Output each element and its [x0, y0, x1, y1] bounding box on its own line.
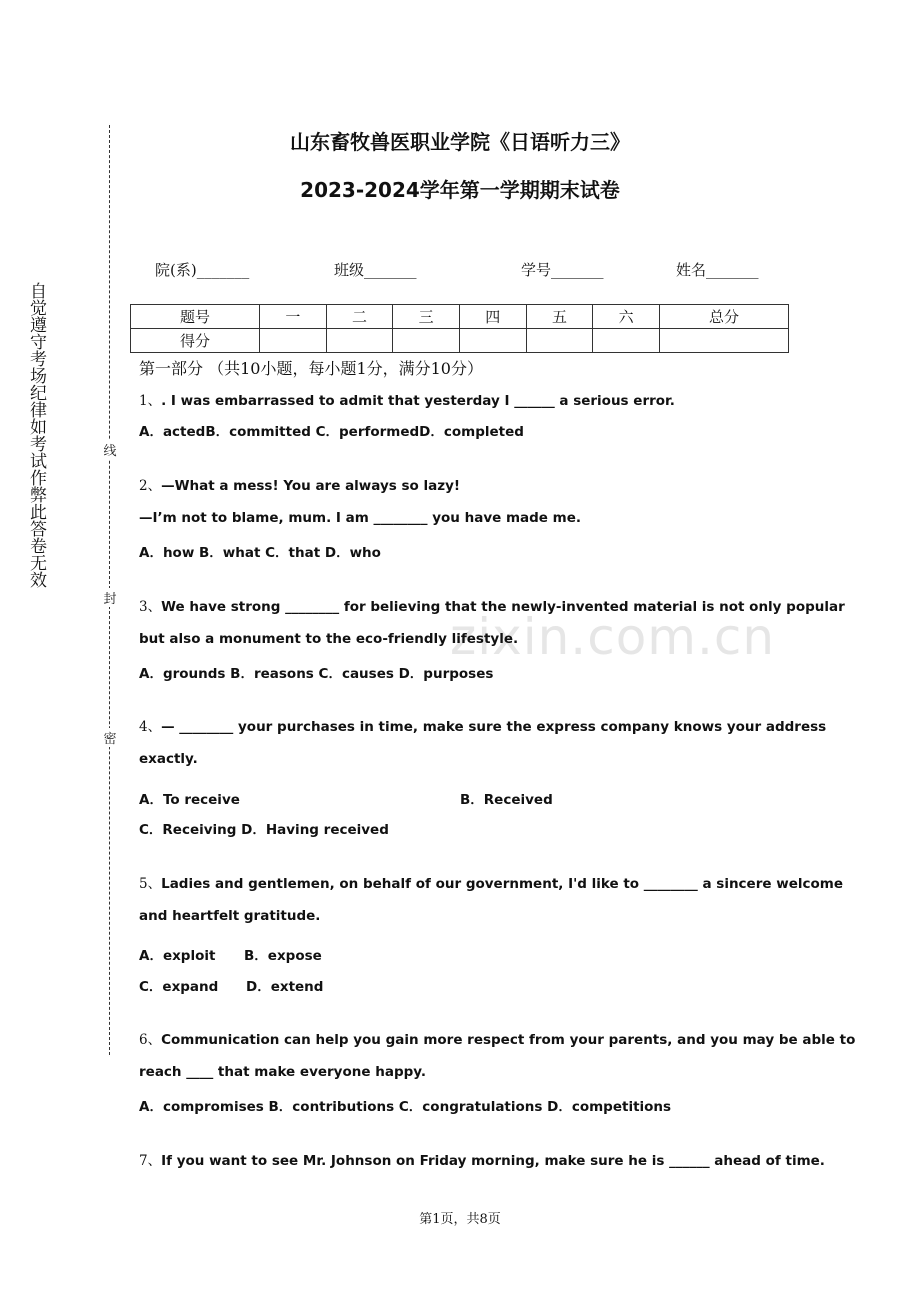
score-table	[130, 304, 789, 353]
header-cell: 四	[459, 305, 526, 329]
header-cell: 总分	[659, 305, 788, 329]
score-cell[interactable]	[526, 329, 593, 353]
score-cell[interactable]	[393, 329, 460, 353]
page-footer: 第1页，共8页	[419, 1212, 501, 1227]
score-cell[interactable]	[593, 329, 660, 353]
score-cell[interactable]	[326, 329, 393, 353]
side-mark-secret: 密	[101, 728, 119, 747]
question-number: 6、	[139, 1032, 162, 1048]
vertical-notice: 自觉遵守考场纪律如考试作弊此答卷无效	[26, 282, 46, 588]
question-number: 5、	[139, 876, 162, 892]
question-1	[139, 389, 675, 409]
side-mark-line: 线	[101, 440, 119, 459]
question-3-options: A．grounds B．reasons C．causes D．purposes	[139, 666, 494, 682]
question-6-options: A．compromises B．contributions C．congratulations D．competitions	[139, 1099, 672, 1115]
question-4-line2: exactly.	[139, 751, 198, 767]
question-4-option-a: A．To receive	[139, 792, 240, 808]
question-6-line2: reach ____ that make everyone happy.	[139, 1064, 426, 1080]
score-cell[interactable]	[260, 329, 327, 353]
question-5-option-b: B．expose	[244, 948, 322, 964]
question-number: 7、	[139, 1153, 162, 1169]
question-text: We have strong ________ for believing that the newly-invented material is not only popular	[161, 599, 845, 615]
question-text: — ________ your purchases in time, make sure the express company knows your address	[161, 719, 827, 735]
question-2-line2: —I’m not to blame, mum. I am ________ you have made me.	[139, 510, 582, 526]
score-table-header-row	[131, 305, 789, 329]
question-4	[139, 715, 826, 735]
question-text: —What a mess! You are always so lazy!	[161, 478, 461, 494]
header-cell: 五	[526, 305, 593, 329]
question-4-options: C．Receiving D．Having received	[139, 822, 389, 838]
question-number: 1、	[139, 393, 162, 409]
exam-title-line1: 山东畜牧兽医职业学院《日语听力三》	[290, 130, 630, 154]
score-cell[interactable]	[659, 329, 788, 353]
question-5-option-d: D．extend	[246, 979, 324, 995]
question-number: 4、	[139, 719, 162, 735]
question-5-option-c: C．expand	[139, 979, 219, 995]
header-cell: 三	[393, 305, 460, 329]
question-1-options: A．actedB．committed C．performedD．completed	[139, 424, 524, 440]
question-2-options: A．how B．what C．that D．who	[139, 545, 381, 561]
question-text: . I was embarrassed to admit that yesterday I ______ a serious error.	[161, 393, 675, 409]
question-2	[139, 474, 460, 494]
question-5-option-a: A．exploit	[139, 948, 216, 964]
score-row-label: 得分	[131, 329, 260, 353]
watermark: zixin.com.cn	[450, 608, 776, 666]
question-7	[139, 1149, 825, 1169]
question-6	[139, 1028, 855, 1048]
name-field[interactable]: 姓名_______	[676, 261, 759, 279]
score-cell[interactable]	[459, 329, 526, 353]
class-field[interactable]: 班级_______	[334, 261, 417, 279]
student-id-field[interactable]: 学号_______	[521, 261, 604, 279]
part1-heading: 第一部分 （共10小题，每小题1分，满分10分）	[139, 359, 483, 378]
question-text: Communication can help you gain more respect from your parents, and you may be able to	[161, 1032, 856, 1048]
question-4-option-b: B．Received	[460, 792, 553, 808]
side-mark-seal: 封	[101, 588, 119, 607]
header-cell: 六	[593, 305, 660, 329]
question-3	[139, 595, 845, 615]
question-number: 2、	[139, 478, 162, 494]
question-5-line2: and heartfelt gratitude.	[139, 908, 321, 924]
score-table-score-row	[131, 329, 789, 353]
question-3-line2: but also a monument to the eco-friendly lifestyle.	[139, 631, 519, 647]
question-5	[139, 872, 843, 892]
header-cell: 一	[260, 305, 327, 329]
header-cell: 二	[326, 305, 393, 329]
question-number: 3、	[139, 599, 162, 615]
exam-title-line2: 2023-2024学年第一学期期末试卷	[300, 178, 620, 202]
header-cell: 题号	[131, 305, 260, 329]
question-text: If you want to see Mr. Johnson on Friday morning, make sure he is ______ ahead of time.	[161, 1153, 825, 1169]
question-text: Ladies and gentlemen, on behalf of our government, I'd like to ________ a sincere welcome	[161, 876, 843, 892]
dept-field[interactable]: 院(系)_______	[155, 261, 250, 279]
